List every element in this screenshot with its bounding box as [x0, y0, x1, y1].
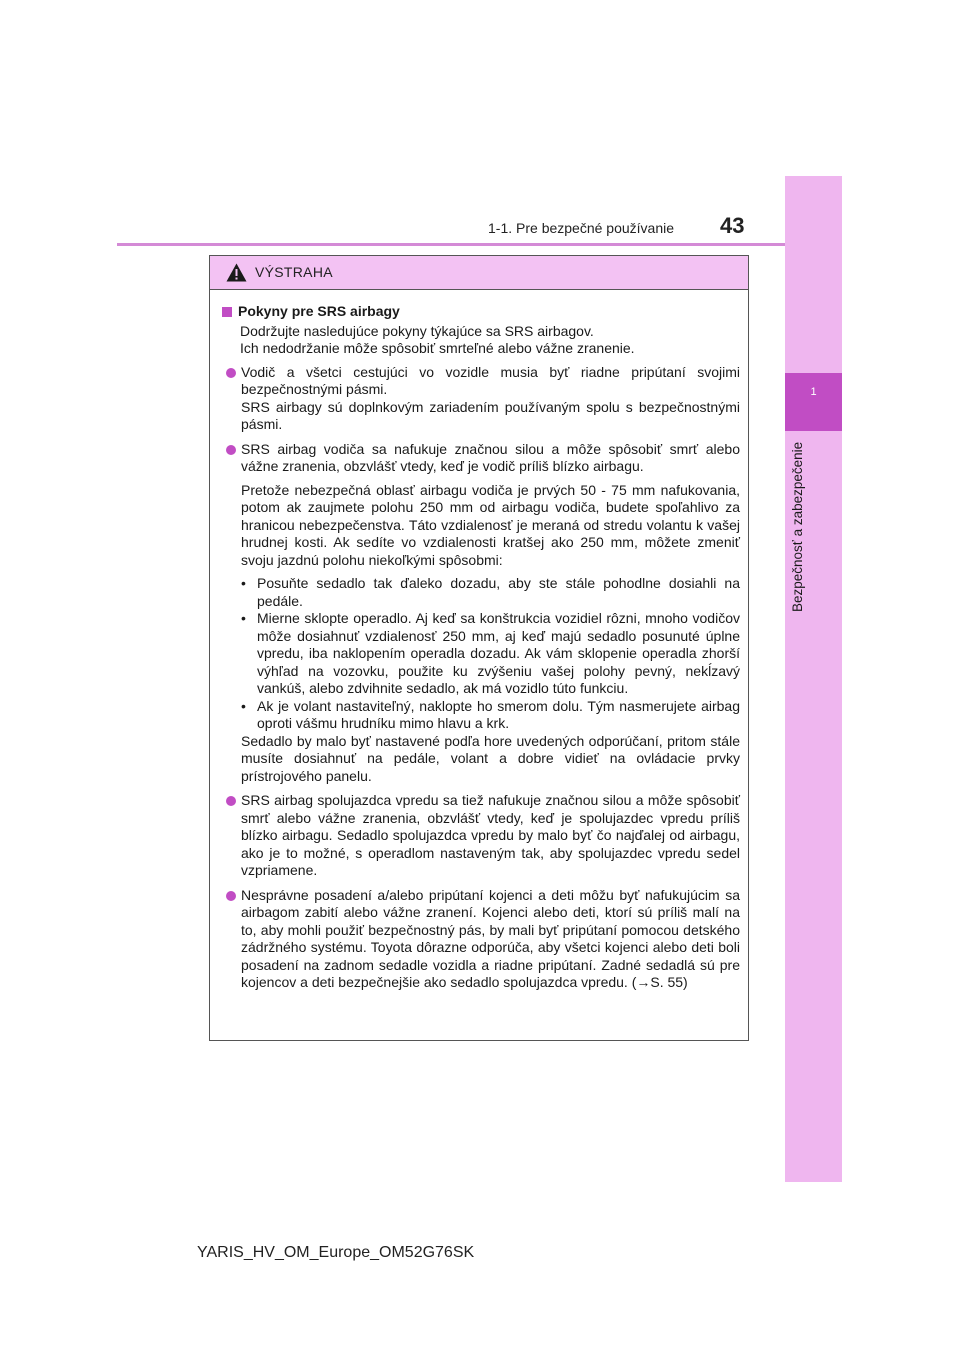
- bullet-paragraph: Sedadlo by malo byť nastavené podľa hore uvedených odporúčaní, pritom stále musíte dosiahnuť na pedále, volant a dobre vidieť na ovládacie prvky prístrojového panelu.: [241, 732, 740, 784]
- sub-list-text: Ak je volant nastaviteľný, naklopte ho smerom dolu. Tým nasmerujete airbag oproti vášmu hrudníku mimo hlavu a krk.: [257, 697, 740, 731]
- bullet-paragraph: Vodič a všetci cestujúci vo vozidle musia byť riadne pripútaní svojimi bezpečnostnými pásmi.: [241, 363, 740, 397]
- sub-list-item: [241, 610, 740, 698]
- bullet-text: [241, 441, 740, 786]
- round-bullet-icon: [226, 445, 236, 455]
- warning-title: VÝSTRAHA: [255, 264, 333, 280]
- sub-list-text: Mierne sklopte operadlo. Aj keď sa konštrukcia vozidiel rôzni, mnoho vodičov môže dosiahnuť vzdialenosť 250 mm, aj keď majú sedadlo posunuté úplne vpredu, iba naklopením operadla dozadu. Ak vám sklopenie operadla zhorší výhľad na vozovku, použite ku zvýšeniu vašej polohy pevný, nekĺzavý vankúš, alebo zdvihnite sedadlo, ak má vozidlo túto funkciu.: [257, 610, 740, 696]
- bullet-item: [222, 887, 740, 992]
- intro-text: [240, 323, 740, 358]
- bullet-paragraph: Pretože nebezpečná oblasť airbagu vodiča je prvých 50 - 75 mm nafukovania, potom ak zaujmete polohu 250 mm od airbagu vodiča, budete spoľahlivo za hranicou nebezpečenstva. Táto vzdialenosť je meraná od stredu volantu k vašej hrudnej kosti. Ak sedíte vo vzdialenosti kratšej ako 250 mm, môžete zmeniť svoju jazdnú polohu niekoľkými spôsobmi:: [241, 481, 740, 568]
- bullet-item: [222, 364, 740, 434]
- warning-triangle-icon: [226, 263, 247, 282]
- round-bullet-icon: [226, 796, 236, 806]
- bullet-paragraph: SRS airbag vodiča sa nafukuje značnou silou a môže spôsobiť smrť alebo vážne zranenia, obzvlášť vtedy, keď je vodič príliš blízko airbagu.: [241, 440, 740, 474]
- warning-content: [210, 290, 748, 992]
- header-divider: [117, 243, 785, 246]
- bullet-text: [241, 364, 740, 434]
- bullet-text: SRS airbag spolujazdca vpredu sa tiež nafukuje značnou silou a môže spôsobiť smrť alebo vážne zranenia, obzvlášť vtedy, keď je spolujazdec vpredu príliš blízko airbagu. Sedadlo spolujazdca vpredu by malo byť čo najďalej od airbagu, ako je to možné, s operadlom nastaveným tak, aby spolujazdec vpredu sedel vzpriamene.: [241, 792, 740, 878]
- bullet-paragraph: SRS airbagy sú doplnkovým zariadením používaným spolu s bezpečnostnými pásmi.: [241, 398, 740, 432]
- round-bullet-icon: [226, 368, 236, 378]
- warning-header: [210, 256, 748, 290]
- chapter-label: Bezpečnosť a zabezpečenie: [790, 442, 805, 613]
- bullet-item: [222, 441, 740, 786]
- sub-list-item: [241, 575, 740, 610]
- chapter-side-tab: [785, 176, 842, 1182]
- bullet-text: Nesprávne posadení a/alebo pripútaní kojenci a deti môžu byť nafukujúcim sa airbagom zabití alebo vážne zranení. Kojenci alebo deti, ktorí sú príliš malí na to, aby mohli použiť bezpečnostný pás, by mali byť pripútaní pomocou detského zádržného systému. Toyota dôrazne odporúča, aby všetci kojenci alebo deti boli posadení na zadnom sedadle vozidla a riadne pripútaní. Zadné sedadlá sú pre kojencov a deti bezpečnejšie ako sedadlo spolujazdca vpredu. (→S. 55): [241, 886, 740, 990]
- warning-box: [209, 255, 749, 1041]
- sub-bullet-marker: •: [241, 697, 246, 714]
- document-id: YARIS_HV_OM_Europe_OM52G76SK: [197, 1244, 475, 1261]
- heading-text: Pokyny pre SRS airbagy: [238, 303, 400, 319]
- section-title: 1-1. Pre bezpečné používanie: [488, 220, 675, 236]
- chapter-number: 1: [810, 386, 817, 398]
- chapter-tab-active[interactable]: [785, 373, 842, 431]
- sub-bullet-marker: •: [241, 610, 246, 626]
- bullet-item: [222, 792, 740, 880]
- round-bullet-icon: [226, 891, 236, 901]
- sub-bullet-marker: •: [241, 575, 246, 591]
- intro-line: Ich nedodržanie môže spôsobiť smrteľné alebo vážne zranenie.: [240, 340, 635, 356]
- square-bullet-icon: [222, 307, 232, 317]
- warning-heading: [222, 303, 740, 321]
- page-number: 43: [720, 213, 745, 238]
- intro-line: Dodržujte nasledujúce pokyny týkajúce sa SRS airbagov.: [240, 322, 594, 339]
- sub-list-item: [241, 698, 740, 733]
- sub-list-text: Posuňte sedadlo tak ďaleko dozadu, aby ste stále pohodlne dosiahli na pedále.: [257, 575, 740, 609]
